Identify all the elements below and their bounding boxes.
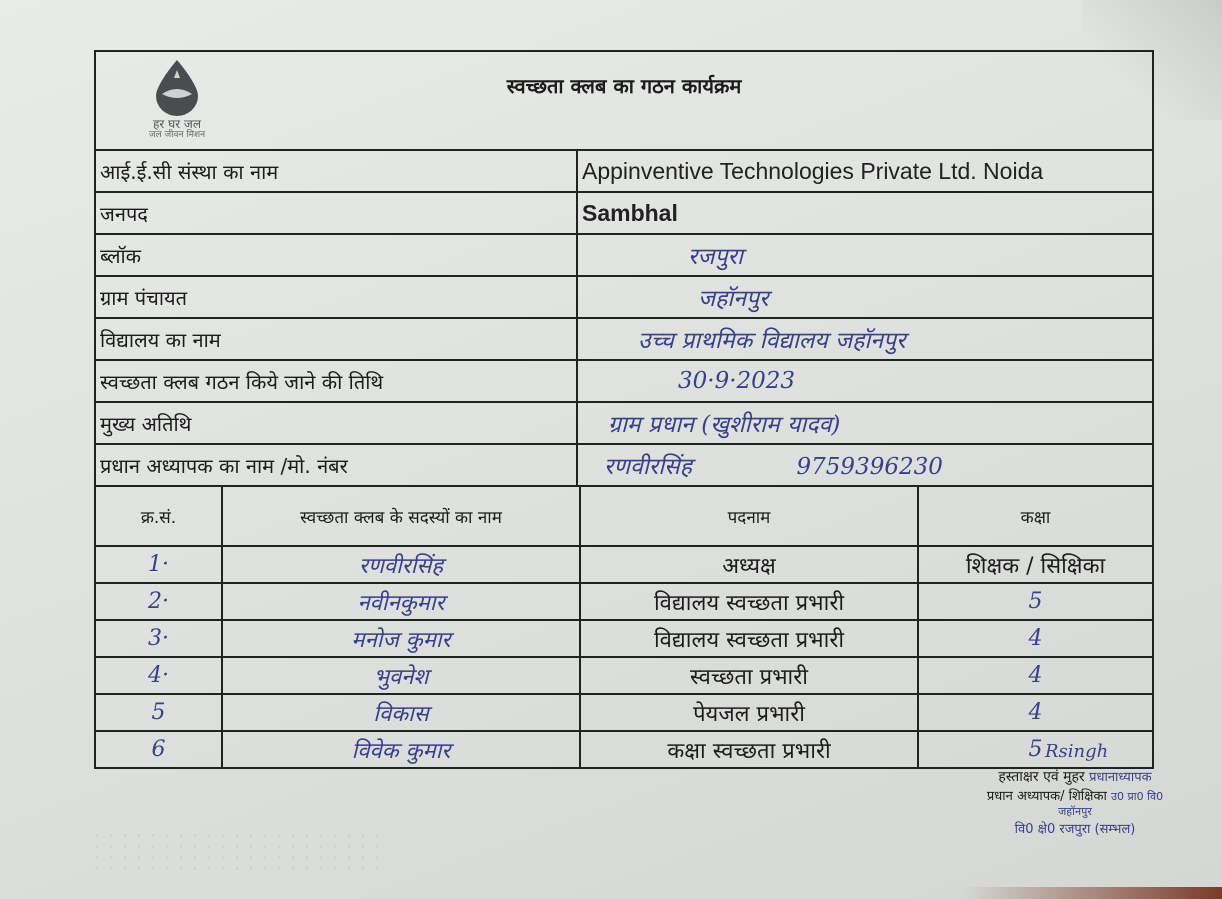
member-designation: पेयजल प्रभारी (580, 694, 918, 731)
info-value-block: रजपुरा (577, 234, 1152, 276)
member-name: रणवीरसिंह (222, 546, 580, 583)
member-designation: कक्षा स्वच्छता प्रभारी (580, 731, 918, 767)
info-label: ग्राम पंचायत (96, 276, 577, 318)
info-value-date: 30·9·2023 (577, 360, 1152, 402)
header-member-name: स्वच्छता क्लब के सदस्यों का नाम (222, 487, 580, 546)
info-value-organization: Appinventive Technologies Private Ltd. Noida (577, 151, 1152, 192)
form-title: स्वच्छता क्लब का गठन कार्यक्रम (506, 74, 742, 98)
table-row (96, 546, 1152, 583)
info-value-chief-guest: ग्राम प्रधान (खुशीराम यादव) (577, 402, 1152, 444)
member-name: विकास (222, 694, 580, 731)
member-name: नवीनकुमार (222, 583, 580, 620)
info-value-gram-panchayat: जहॉनपुर (577, 276, 1152, 318)
member-serial: 1· (96, 546, 222, 583)
logo-line2: जल जीवन मिशन (148, 130, 206, 140)
paper-texture (90, 830, 390, 870)
members-header-row (96, 487, 1152, 546)
member-name: मनोज कुमार (222, 620, 580, 657)
info-label: विद्यालय का नाम (96, 318, 577, 360)
info-row-block (96, 234, 1152, 276)
header-serial: क्र.सं. (96, 487, 222, 546)
member-designation: विद्यालय स्वच्छता प्रभारी (580, 583, 918, 620)
member-name: विवेक कुमार (222, 731, 580, 767)
info-label: प्रधान अध्यापक का नाम /मो. नंबर (96, 444, 577, 486)
members-table (96, 487, 1152, 767)
info-row-date (96, 360, 1152, 402)
signature-caption (975, 767, 1175, 786)
info-row-chief-guest (96, 402, 1152, 444)
member-serial: 6 (96, 731, 222, 767)
role-label: प्रधान अध्यापक/ शिक्षिका (986, 789, 1107, 804)
headmaster-phone: 9759396230 (796, 454, 943, 480)
info-row-school (96, 318, 1152, 360)
member-class: 4 (918, 657, 1152, 694)
info-value-district: Sambhal (577, 192, 1152, 234)
signature-role (975, 786, 1175, 819)
info-value-headmaster (577, 444, 1152, 486)
table-row (96, 583, 1152, 620)
member-serial: 3· (96, 620, 222, 657)
info-label: स्वच्छता क्लब गठन किये जाने की तिथि (96, 360, 577, 402)
member-serial: 2· (96, 583, 222, 620)
form-sheet (94, 50, 1154, 769)
member-name: भुवनेश (222, 657, 580, 694)
table-row (96, 694, 1152, 731)
member-class: शिक्षक / सिक्षिका (918, 546, 1152, 583)
member-class: 5 (918, 583, 1152, 620)
info-label: जनपद (96, 192, 577, 234)
stamp-block: वि0 क्षे0 रजपुरा (सम्भल) (1014, 822, 1136, 837)
signature-block (975, 741, 1175, 837)
info-row-gram-panchayat (96, 276, 1152, 318)
handwritten-signature: Rsingh (1045, 741, 1109, 762)
info-row-district (96, 192, 1152, 234)
member-serial: 4· (96, 657, 222, 694)
table-edge (962, 887, 1222, 899)
info-value-school: उच्च प्राथमिक विद्यालय जहॉनपुर (577, 318, 1152, 360)
info-row-organization (96, 151, 1152, 192)
info-label: मुख्य अतिथि (96, 402, 577, 444)
member-serial: 5 (96, 694, 222, 731)
header-class: कक्षा (918, 487, 1152, 546)
info-label: ब्लॉक (96, 234, 577, 276)
stamp-school: उ0 प्रा0 वि0 जहॉनपुर (1058, 790, 1164, 818)
form-header (96, 52, 1152, 151)
header-designation: पदनाम (580, 487, 918, 546)
info-row-headmaster (96, 444, 1152, 486)
logo-line1: हर घर जल (153, 117, 201, 131)
member-class: 5 (1028, 737, 1043, 762)
table-row (96, 657, 1152, 694)
headmaster-name: रणवीरसिंह (604, 454, 692, 480)
signature-label: हस्ताक्षर एवं मुहर (998, 769, 1085, 785)
member-designation: विद्यालय स्वच्छता प्रभारी (580, 620, 918, 657)
info-label: आई.ई.सी संस्था का नाम (96, 151, 577, 192)
member-designation: स्वच्छता प्रभारी (580, 657, 918, 694)
table-row (96, 620, 1152, 657)
member-class: 4 (918, 694, 1152, 731)
info-table (96, 151, 1152, 487)
member-class: 4 (918, 620, 1152, 657)
har-ghar-jal-logo (122, 58, 232, 144)
member-designation: अध्यक्ष (580, 546, 918, 583)
stamp-headmaster: प्रधानाध्यापक (1089, 770, 1152, 785)
